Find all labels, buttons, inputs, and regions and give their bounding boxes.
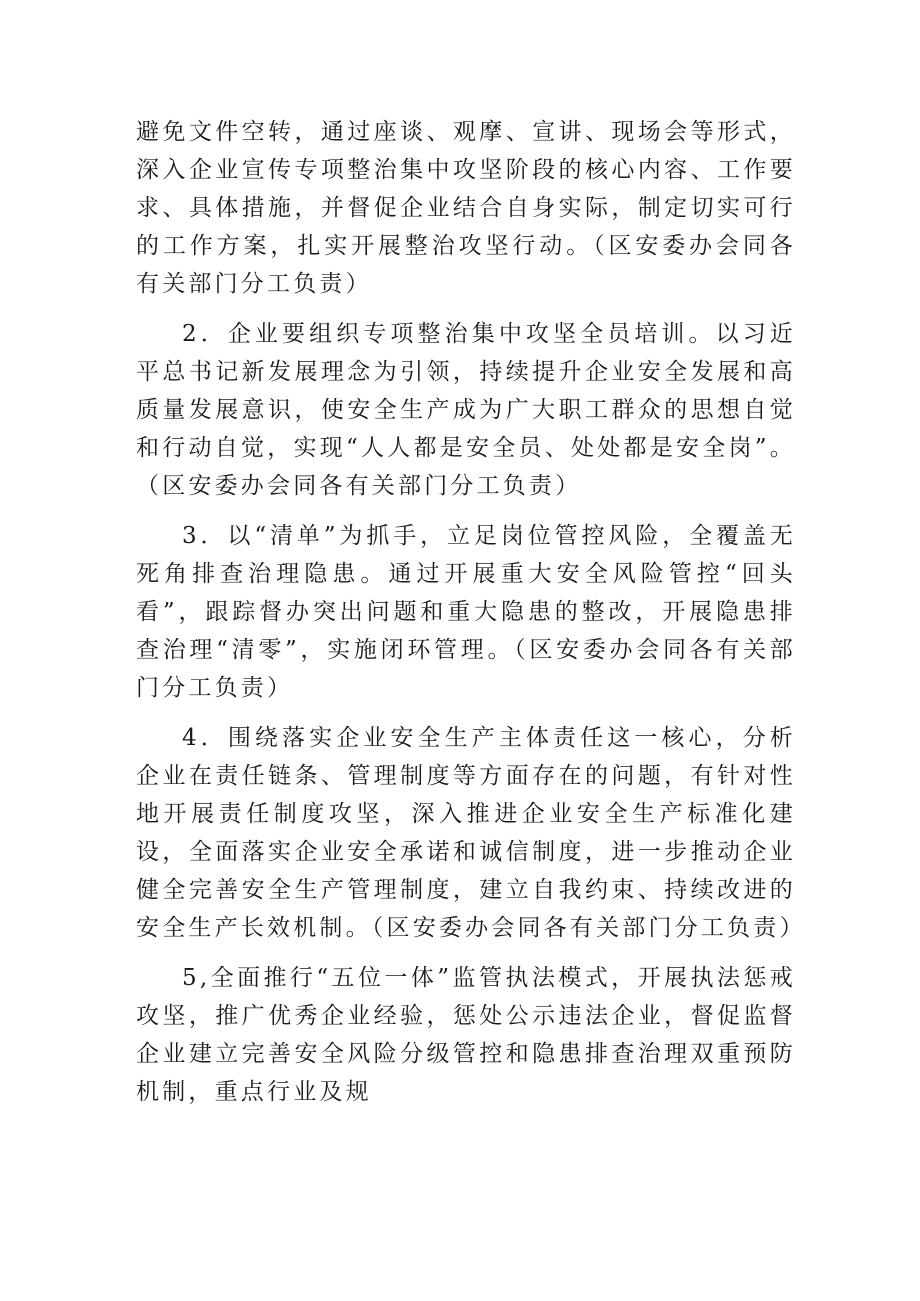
paragraph-continuation: 避免文件空转，通过座谈、观摩、宣讲、现场会等形式，深入企业宣传专项整治集中攻坚阶段的核心内容、工作要求、具体措施，并督促企业结合自身实际，制定切实可行的工作方案，扎实开展整治攻坚行动。（区安委办会同各有关部门分工负责） bbox=[136, 119, 796, 297]
paragraph-item-2: 2．企业要组织专项整治集中攻坚全员培训。以习近平总书记新发展理念为引领，持续提升企业安全发展和高质量发展意识，使安全生产成为广大职工群众的思想自觉和行动自觉，实现“人人都是安全员、处处都是安全岗”。（区安委办会同各有关部门分工负责） bbox=[136, 321, 796, 499]
paragraph-item-5: 5,全面推行“五位一体”监管执法模式，开展执法惩戒攻坚，推广优秀企业经验，惩处公示违法企业，督促监督企业建立完善安全风险分级管控和隐患排查治理双重预防机制，重点行业及规 bbox=[136, 965, 796, 1105]
document-body bbox=[136, 113, 806, 1111]
paragraph-item-3: 3．以“清单”为抓手，立足岗位管控风险，全覆盖无死角排查治理隐患。通过开展重大安全风险管控“回头看”，跟踪督办突出问题和重大隐患的整改，开展隐患排查治理“清零”，实施闭环管理。（区安委办会同各有关部门分工负责） bbox=[136, 523, 796, 701]
paragraph-item-4: 4．围绕落实企业安全生产主体责任这一核心，分析企业在责任链条、管理制度等方面存在的问题，有针对性地开展责任制度攻坚，深入推进企业安全生产标准化建设，全面落实企业安全承诺和诚信制度，进一步推动企业健全完善安全生产管理制度，建立自我约束、持续改进的安全生产长效机制。（区安委办会同各有关部门分工负责） bbox=[136, 725, 806, 941]
